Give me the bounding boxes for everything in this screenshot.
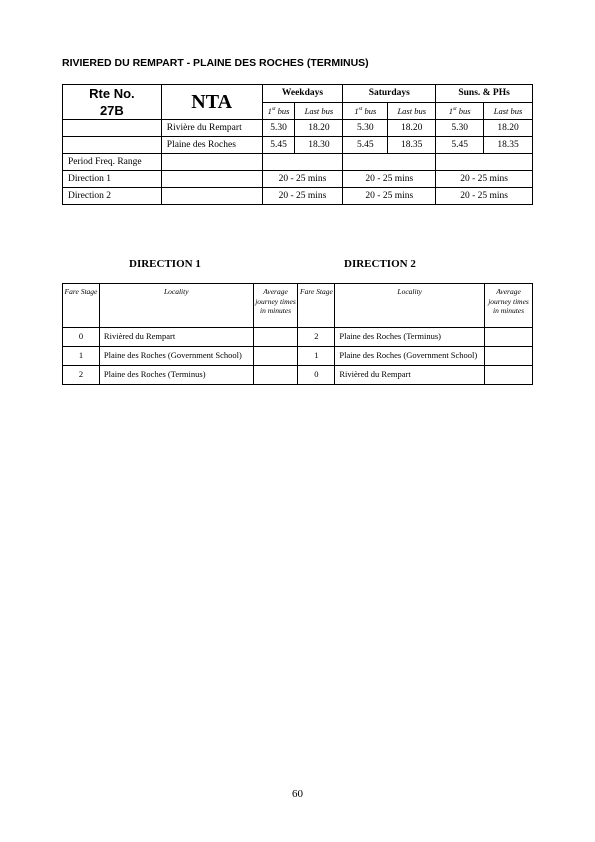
freq-cell: 20 - 25 mins <box>343 188 436 205</box>
direction-label: Direction 1 <box>63 171 162 188</box>
time-cell: 18.35 <box>388 137 436 154</box>
avg-time-header: Average journey times in minutes <box>253 284 298 328</box>
locality: Plaine des Roches (Terminus) <box>335 328 485 347</box>
route-label: Rte No. <box>89 86 135 101</box>
fare-stage: 0 <box>63 328 100 347</box>
time-cell: 5.45 <box>436 137 484 154</box>
time-cell: 18.30 <box>295 137 343 154</box>
group-weekdays: Weekdays <box>262 85 343 103</box>
table-row <box>63 188 533 205</box>
table-row <box>63 366 533 385</box>
avg-time-header: Average journey times in minutes <box>485 284 533 328</box>
stop-name: Rivière du Rempart <box>161 120 262 137</box>
time-cell: 18.20 <box>295 120 343 137</box>
fare-stage-header: Fare Stage <box>298 284 335 328</box>
freq-cell: 20 - 25 mins <box>436 188 533 205</box>
time-cell: 5.30 <box>343 120 388 137</box>
freq-cell: 20 - 25 mins <box>262 188 343 205</box>
table-row <box>63 154 533 171</box>
freq-cell: 20 - 25 mins <box>436 171 533 188</box>
fare-stage: 0 <box>298 366 335 385</box>
time-cell: 18.20 <box>388 120 436 137</box>
table-row <box>63 171 533 188</box>
time-cell: 5.45 <box>343 137 388 154</box>
first-bus-header: 1st bus <box>436 102 484 120</box>
locality: Plaine des Roches (Government School) <box>335 347 485 366</box>
fare-stage: 1 <box>63 347 100 366</box>
direction-1-heading: DIRECTION 1 <box>129 258 201 270</box>
group-saturdays: Saturdays <box>343 85 436 103</box>
stop-name: Plaine des Roches <box>161 137 262 154</box>
first-bus-header: 1st bus <box>343 102 388 120</box>
first-bus-header: 1st bus <box>262 102 295 120</box>
fare-stage-table <box>62 283 533 385</box>
last-bus-header: Last bus <box>295 102 343 120</box>
direction-label: Direction 2 <box>63 188 162 205</box>
fare-stage: 2 <box>298 328 335 347</box>
page-number: 60 <box>292 788 303 800</box>
table-row <box>63 347 533 366</box>
table-row <box>63 328 533 347</box>
time-cell: 5.30 <box>436 120 484 137</box>
route-title: RIVIERED DU REMPART - PLAINE DES ROCHES (TERMINUS) <box>62 57 369 69</box>
table-row <box>63 120 533 137</box>
last-bus-header: Last bus <box>484 102 533 120</box>
group-sundays: Suns. & PHs <box>436 85 533 103</box>
locality: Rivièred du Rempart <box>99 328 253 347</box>
last-bus-header: Last bus <box>388 102 436 120</box>
direction-2-heading: DIRECTION 2 <box>344 258 416 270</box>
table-row <box>63 137 533 154</box>
time-cell: 5.45 <box>262 137 295 154</box>
freq-cell: 20 - 25 mins <box>262 171 343 188</box>
operator: NTA <box>161 85 262 120</box>
locality: Rivièred du Rempart <box>335 366 485 385</box>
time-cell: 18.20 <box>484 120 533 137</box>
time-cell: 18.35 <box>484 137 533 154</box>
locality-header: Locality <box>335 284 485 328</box>
period-label: Period Freq. Range <box>63 154 162 171</box>
fare-stage: 2 <box>63 366 100 385</box>
time-cell: 5.30 <box>262 120 295 137</box>
fare-stage-header: Fare Stage <box>63 284 100 328</box>
locality: Plaine des Roches (Government School) <box>99 347 253 366</box>
route-number: 27B <box>99 103 124 118</box>
fare-stage: 1 <box>298 347 335 366</box>
timetable <box>62 84 533 205</box>
route-number-cell <box>63 85 162 120</box>
locality: Plaine des Roches (Terminus) <box>99 366 253 385</box>
locality-header: Locality <box>99 284 253 328</box>
freq-cell: 20 - 25 mins <box>343 171 436 188</box>
